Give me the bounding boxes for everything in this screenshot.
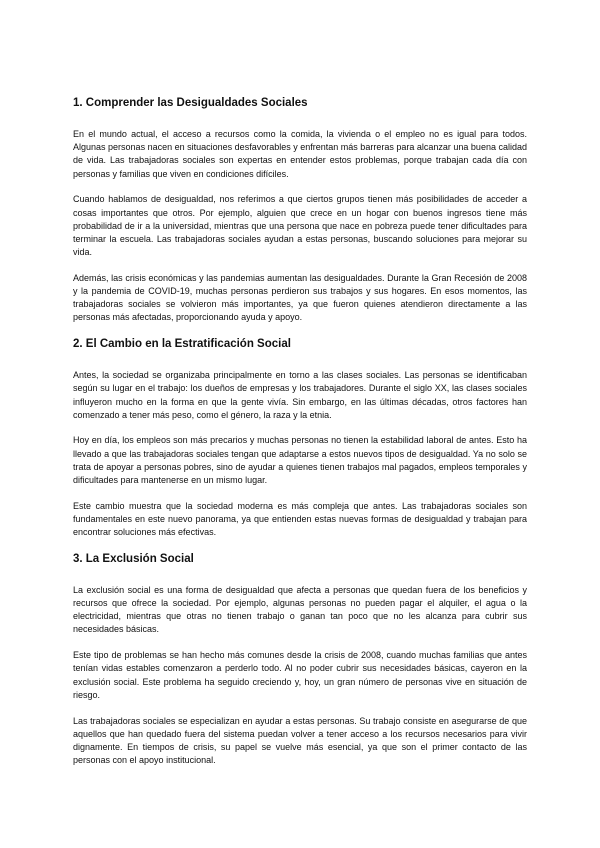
paragraph: Este cambio muestra que la sociedad moderna es más compleja que antes. Las trabajadoras sociales son fundamentales en este nuevo panorama, ya que entienden estas nuevas formas de desigualdad y trabajan para encontrar soluciones más efectivas. — [73, 500, 527, 538]
section-heading: 2. El Cambio en la Estratificación Social — [73, 338, 291, 351]
paragraph: Hoy en día, los empleos son más precarios y muchas personas no tienen la estabilidad laboral de antes. Esto ha llevado a que las trabajadoras sociales tengan que adaptarse a estos nuevos tipos de desigualdad. Ya no solo se trata de apoyar a personas pobres, sino de ayudar a quienes tienen trabajos mal pagados, empleos temporales y dificultades para mantenerse en un mismo lugar. — [73, 435, 527, 486]
paragraph: Antes, la sociedad se organizaba principalmente en torno a las clases sociales. Las personas se identificaban según su lugar en el trabajo: los dueños de empresas y los trabajadores. Durante el siglo XX, las clases sociales influyeron mucho en la forma en que la gente vivía. Sin embargo, en las últimas décadas, otros factores han comenzado a tener más peso, como el género, la raza y la etnia. — [73, 370, 527, 420]
section-estratificacion — [73, 337, 527, 539]
section-heading: 1. Comprender las Desigualdades Sociales — [73, 97, 308, 109]
paragraph: Las trabajadoras sociales se especializan en ayudar a estas personas. Su trabajo consiste en asegurarse de que aquellos que han quedado fuera del sistema puedan volver a tener acceso a los recursos necesarios para vivir dignamente. En tiempos de crisis, su papel se vuelve más esencial, ya que son el primer contacto de las personas con el apoyo institucional. — [73, 715, 527, 766]
paragraph: En el mundo actual, el acceso a recursos como la comida, la vivienda o el empleo no es igual para todos. Algunas personas nacen en situaciones desfavorables y enfrentan más barreras para alcanzar una buena calidad de vida. Las trabajadoras sociales son expertas en entender estos problemas, porque trabajan cada día con personas y familias que viven en condiciones difíciles. — [73, 129, 527, 179]
document-body — [73, 96, 527, 780]
paragraph: Además, las crisis económicas y las pandemias aumentan las desigualdades. Durante la Gran Recesión de 2008 y la pandemia de COVID-19, muchas personas perdieron sus trabajos y sus hogares. En esos momentos, las trabajadoras sociales se volvieron más importantes, ya que fueron quienes atendieron directamente a las personas más afectadas, proporcionando ayuda y apoyo. — [73, 272, 527, 323]
section-heading: 3. La Exclusión Social — [73, 552, 194, 565]
paragraph: Cuando hablamos de desigualdad, nos referimos a que ciertos grupos tienen más posibilidades de acceder a cosas importantes que otros. Por ejemplo, alguien que crece en un hogar con buenos ingresos tiene más probabilidad de ir a la universidad, mientras que una persona que nace en pobreza puede tener dificultades para terminar la escuela. Las trabajadoras sociales ayudan a estas personas, buscando soluciones para mejorar su vida. — [73, 194, 527, 258]
section-exclusion — [73, 552, 527, 767]
paragraph: Este tipo de problemas se han hecho más comunes desde la crisis de 2008, cuando muchas familias que antes tenían vidas estables comenzaron a perderlo todo. Al no poder cubrir sus necesidades básicas, cayeron en la exclusión social. Este problema ha seguido creciendo y, hoy, un gran número de personas vive en situación de riesgo. — [73, 650, 527, 700]
paragraph: La exclusión social es una forma de desigualdad que afecta a personas que quedan fuera de los beneficios y recursos que ofrece la sociedad. Por ejemplo, algunas personas no pueden pagar el alquiler, el agua o la electricidad, mientras que otras no tienen trabajo o ganan tan poco que no les alcanza para cubrir sus necesidades básicas. — [73, 584, 527, 635]
section-desigualdades — [73, 96, 527, 325]
